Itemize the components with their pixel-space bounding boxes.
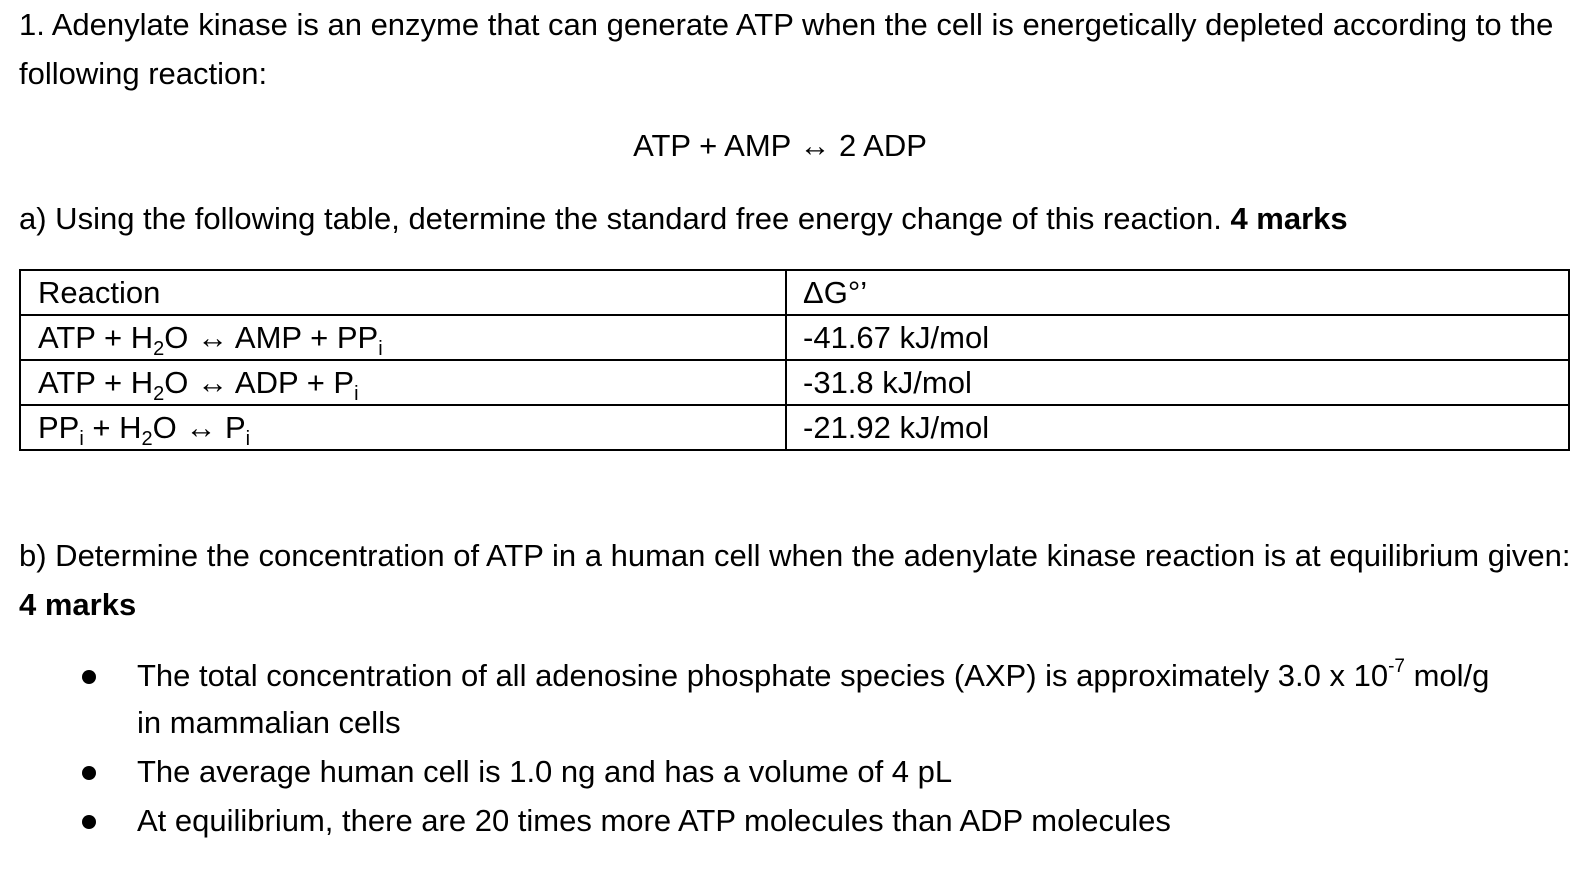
table-row — [20, 405, 1569, 450]
reaction-text: ATP + H — [38, 320, 154, 355]
part-a-marks: 4 marks — [1230, 201, 1348, 236]
list-item-text — [137, 652, 1517, 746]
reaction-equation — [0, 121, 1596, 170]
bullet-icon — [82, 670, 96, 684]
bullet-superscript: -7 — [1388, 655, 1405, 677]
table-cell-reaction — [20, 315, 786, 360]
question-1-text: 1. Adenylate kinase is an enzyme that can generate ATP when the cell is energetically depleted according to the following reaction: — [19, 7, 1554, 91]
reaction-subscript: 2 — [141, 428, 153, 451]
reaction-text: PP — [38, 410, 80, 445]
table-cell-delta-g: -41.67 kJ/mol — [786, 315, 1569, 360]
free-energy-table — [19, 269, 1570, 451]
reaction-text: ATP + H — [38, 365, 154, 400]
reaction-subscript: i — [378, 338, 383, 361]
table-cell-delta-g: -21.92 kJ/mol — [786, 405, 1569, 450]
part-b-text: b) Determine the concentration of ATP in a human cell when the adenylate kinase reaction is at equilibrium given: — [19, 538, 1571, 573]
list-item-text: The average human cell is 1.0 ng and has a volume of 4 pL — [137, 754, 953, 789]
list-item — [0, 748, 1596, 795]
part-a-text: a) Using the following table, determine the standard free energy change of this reaction. — [19, 201, 1231, 236]
part-b-prompt — [19, 531, 1579, 629]
reaction-subscript: i — [245, 428, 251, 451]
list-item-text: At equilibrium, there are 20 times more ATP molecules than ADP molecules — [137, 803, 1171, 838]
table-cell-reaction — [20, 405, 786, 450]
table-cell-delta-g: -31.8 kJ/mol — [786, 360, 1569, 405]
part-b-marks: 4 marks — [19, 587, 137, 622]
list-item — [0, 797, 1596, 844]
reaction-subscript: i — [354, 383, 359, 406]
table-header-reaction: Reaction — [20, 270, 786, 315]
bullet-icon — [82, 766, 96, 780]
reaction-equation-text: ATP + AMP ↔ 2 ADP — [633, 128, 927, 163]
reaction-text: + H — [83, 410, 142, 445]
table-header-row — [20, 270, 1569, 315]
reaction-subscript: 2 — [153, 383, 165, 406]
reaction-text: O ↔ ADP + P — [164, 365, 355, 400]
bullet-text-main: The total concentration of all adenosine phosphate species (AXP) is approximately 3.0 x 10 — [137, 658, 1389, 693]
reaction-text: O ↔ P — [152, 410, 246, 445]
given-conditions-list — [0, 652, 1596, 846]
table-row — [20, 315, 1569, 360]
table-cell-reaction — [20, 360, 786, 405]
reaction-text: O ↔ AMP + PP — [164, 320, 379, 355]
reaction-subscript: i — [79, 428, 84, 451]
table-row — [20, 360, 1569, 405]
list-item — [0, 652, 1596, 746]
bullet-icon — [82, 815, 96, 829]
question-1-intro — [19, 0, 1579, 98]
reaction-subscript: 2 — [153, 338, 165, 361]
table-header-delta-g: ΔG°’ — [786, 270, 1569, 315]
part-a-prompt — [19, 194, 1579, 243]
bullet-text-after: mol/g in mammalian cells — [137, 658, 1490, 740]
